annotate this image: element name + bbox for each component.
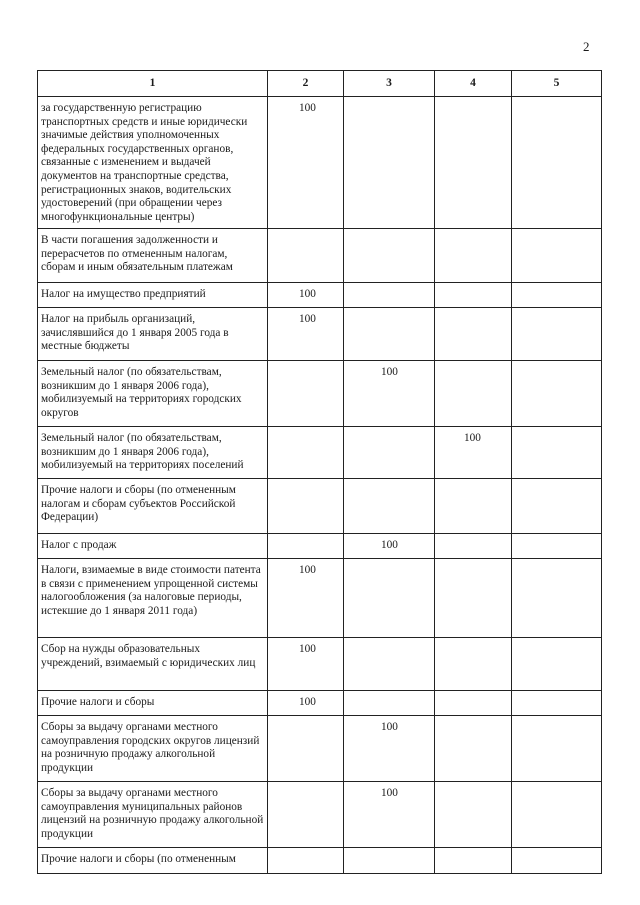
cell-col-3: 100 bbox=[344, 534, 435, 559]
cell-col-4 bbox=[435, 716, 512, 782]
page-number: 2 bbox=[583, 39, 590, 54]
table-row bbox=[38, 559, 602, 638]
row-label: Земельный налог (по обязательствам, возникшим до 1 января 2006 года), мобилизуемый на территориях поселений bbox=[38, 427, 268, 479]
cell-col-2 bbox=[268, 716, 344, 782]
column-header-2: 2 bbox=[268, 71, 344, 97]
table-row bbox=[38, 782, 602, 848]
cell-col-3: 100 bbox=[344, 716, 435, 782]
cell-col-3 bbox=[344, 559, 435, 638]
cell-col-5 bbox=[512, 361, 602, 427]
table-row bbox=[38, 534, 602, 559]
cell-col-3 bbox=[344, 848, 435, 874]
cell-col-5 bbox=[512, 229, 602, 283]
cell-col-4 bbox=[435, 638, 512, 691]
column-header-5: 5 bbox=[512, 71, 602, 97]
cell-col-2 bbox=[268, 782, 344, 848]
cell-col-3: 100 bbox=[344, 782, 435, 848]
row-label: Сбор на нужды образовательных учреждений, взимаемый с юридических лиц bbox=[38, 638, 268, 691]
table-row bbox=[38, 283, 602, 308]
row-label: В части погашения задолженности и перерасчетов по отмененным налогам, сборам и иным обязательным платежам bbox=[38, 229, 268, 283]
cell-col-5 bbox=[512, 479, 602, 534]
cell-col-4 bbox=[435, 479, 512, 534]
cell-col-4 bbox=[435, 782, 512, 848]
cell-col-4 bbox=[435, 97, 512, 229]
cell-col-5 bbox=[512, 97, 602, 229]
cell-col-4: 100 bbox=[435, 427, 512, 479]
cell-col-5 bbox=[512, 559, 602, 638]
cell-col-4 bbox=[435, 691, 512, 716]
cell-col-3: 100 bbox=[344, 361, 435, 427]
table-row bbox=[38, 848, 602, 874]
budget-distribution-table bbox=[37, 70, 602, 874]
table-row bbox=[38, 691, 602, 716]
cell-col-2 bbox=[268, 848, 344, 874]
cell-col-2: 100 bbox=[268, 691, 344, 716]
cell-col-5 bbox=[512, 427, 602, 479]
row-label: за государственную регистрацию транспортных средств и иные юридически значимые действия уполномоченных федеральных государственных органов, связанные с изменением и выдачей документов на транспортные средства, регистрационных знаков, водительских удостоверений (при обращении через многофункциональные центры) bbox=[38, 97, 268, 229]
cell-col-3 bbox=[344, 479, 435, 534]
row-label: Прочие налоги и сборы bbox=[38, 691, 268, 716]
row-label: Земельный налог (по обязательствам, возникшим до 1 января 2006 года), мобилизуемый на территориях городских округов bbox=[38, 361, 268, 427]
table-row bbox=[38, 427, 602, 479]
row-label: Налоги, взимаемые в виде стоимости патента в связи с применением упрощенной системы налогообложения (за налоговые периоды, истекшие до 1 января 2011 года) bbox=[38, 559, 268, 638]
cell-col-2 bbox=[268, 361, 344, 427]
table-row bbox=[38, 479, 602, 534]
cell-col-2: 100 bbox=[268, 283, 344, 308]
column-header-1: 1 bbox=[38, 71, 268, 97]
cell-col-3 bbox=[344, 229, 435, 283]
cell-col-3 bbox=[344, 97, 435, 229]
cell-col-2 bbox=[268, 534, 344, 559]
cell-col-3 bbox=[344, 427, 435, 479]
cell-col-2 bbox=[268, 479, 344, 534]
table-header-row bbox=[38, 71, 602, 97]
cell-col-3 bbox=[344, 283, 435, 308]
cell-col-4 bbox=[435, 559, 512, 638]
table-row bbox=[38, 229, 602, 283]
row-label: Прочие налоги и сборы (по отмененным налогам и сборам субъектов Российской Федерации) bbox=[38, 479, 268, 534]
cell-col-5 bbox=[512, 716, 602, 782]
cell-col-3 bbox=[344, 691, 435, 716]
table-row bbox=[38, 97, 602, 229]
cell-col-5 bbox=[512, 308, 602, 361]
cell-col-3 bbox=[344, 638, 435, 691]
cell-col-2 bbox=[268, 427, 344, 479]
row-label: Налог на прибыль организаций, зачислявшийся до 1 января 2005 года в местные бюджеты bbox=[38, 308, 268, 361]
cell-col-5 bbox=[512, 638, 602, 691]
cell-col-2 bbox=[268, 229, 344, 283]
cell-col-2: 100 bbox=[268, 308, 344, 361]
row-label: Сборы за выдачу органами местного самоуправления муниципальных районов лицензий на розничную продажу алкогольной продукции bbox=[38, 782, 268, 848]
column-header-3: 3 bbox=[344, 71, 435, 97]
cell-col-4 bbox=[435, 308, 512, 361]
cell-col-5 bbox=[512, 691, 602, 716]
cell-col-2: 100 bbox=[268, 559, 344, 638]
row-label: Налог на имущество предприятий bbox=[38, 283, 268, 308]
cell-col-4 bbox=[435, 848, 512, 874]
table-row bbox=[38, 361, 602, 427]
table-row bbox=[38, 638, 602, 691]
row-label: Сборы за выдачу органами местного самоуправления городских округов лицензий на розничную продажу алкогольной продукции bbox=[38, 716, 268, 782]
row-label: Налог с продаж bbox=[38, 534, 268, 559]
table-row bbox=[38, 716, 602, 782]
column-header-4: 4 bbox=[435, 71, 512, 97]
cell-col-4 bbox=[435, 283, 512, 308]
cell-col-5 bbox=[512, 534, 602, 559]
cell-col-2: 100 bbox=[268, 638, 344, 691]
cell-col-5 bbox=[512, 848, 602, 874]
cell-col-4 bbox=[435, 361, 512, 427]
table-row bbox=[38, 308, 602, 361]
cell-col-4 bbox=[435, 229, 512, 283]
row-label: Прочие налоги и сборы (по отмененным bbox=[38, 848, 268, 874]
cell-col-5 bbox=[512, 283, 602, 308]
cell-col-5 bbox=[512, 782, 602, 848]
cell-col-3 bbox=[344, 308, 435, 361]
cell-col-4 bbox=[435, 534, 512, 559]
cell-col-2: 100 bbox=[268, 97, 344, 229]
